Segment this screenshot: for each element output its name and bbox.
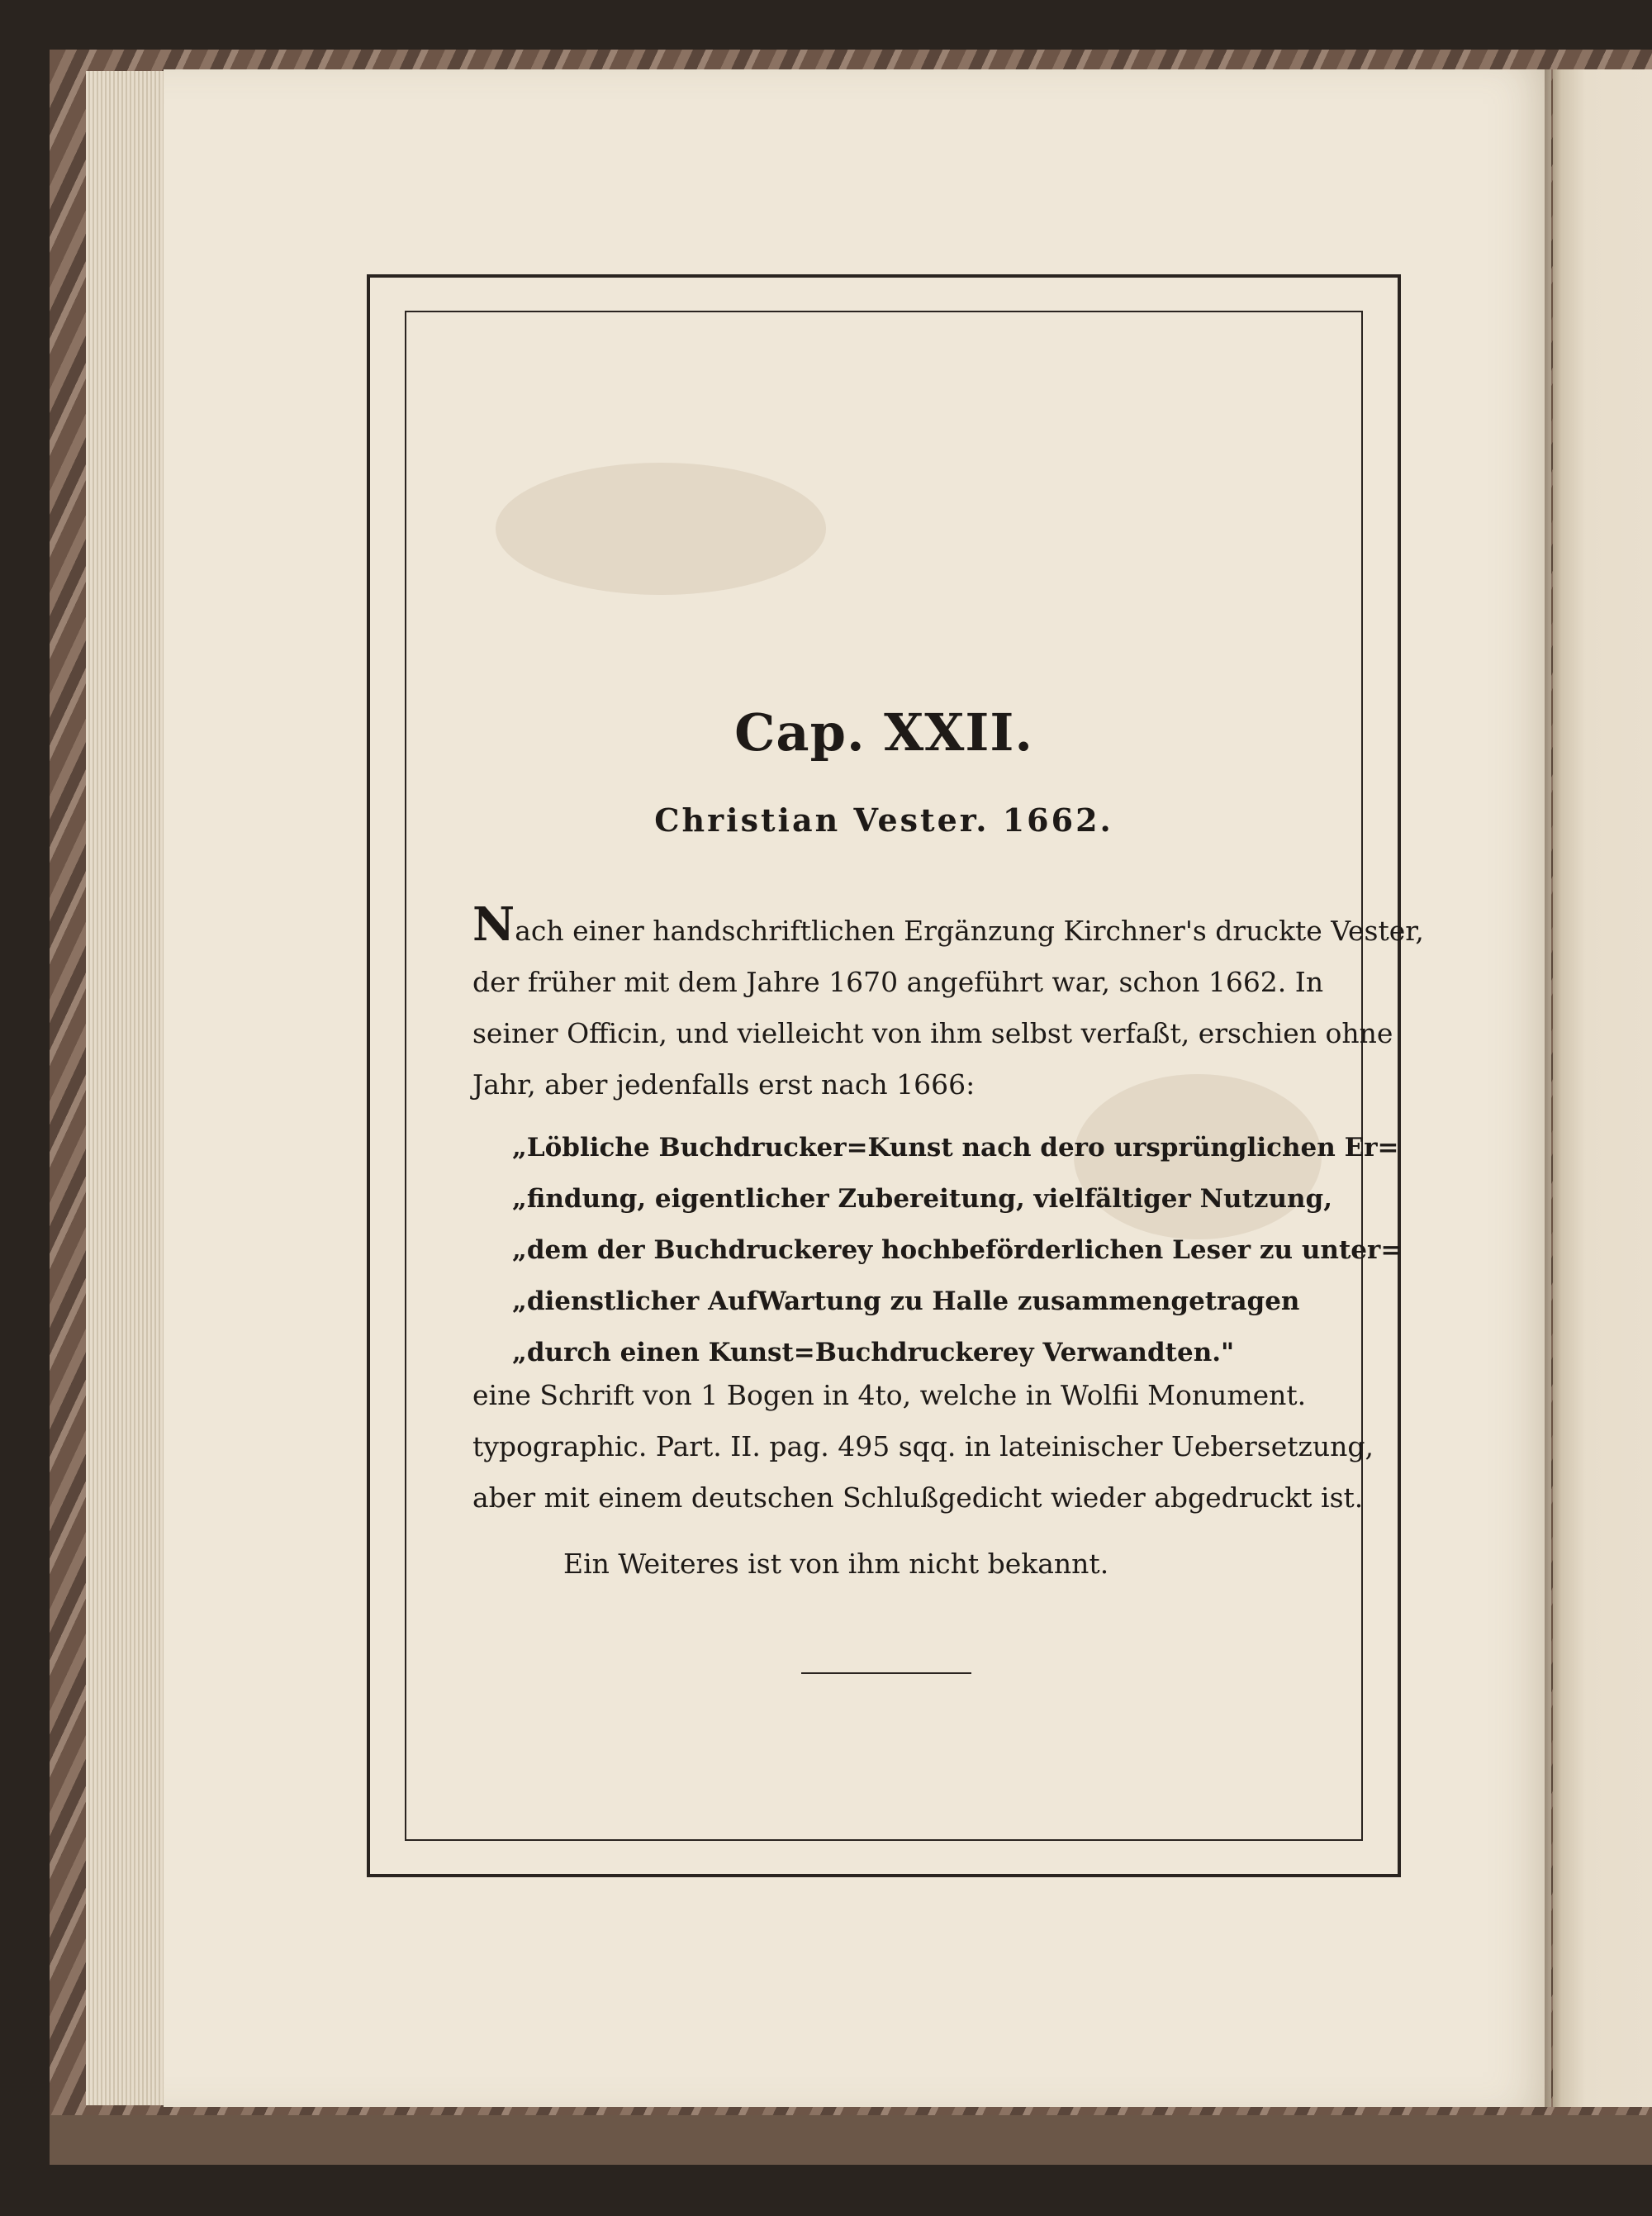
text-line: der früher mit dem Jahre 1670 angeführt war, schon 1662. In (472, 966, 1324, 998)
facing-page (1553, 69, 1652, 2107)
text-line: seiner Officin, und vielleicht von ihm selbst verfaßt, erschien ohne (472, 1017, 1393, 1049)
text-line: aber mit einem deutschen Schlußgedicht wieder abgedruckt ist. (472, 1481, 1364, 1514)
quote-line: „Löbliche Buchdrucker=Kunst nach dero ursprünglichen Er= (512, 1133, 1399, 1163)
page-gutter (1545, 69, 1561, 2107)
followup-paragraph (472, 1370, 1374, 1524)
quote-line: „durch einen Kunst=Buchdruckerey Verwandten." (512, 1338, 1235, 1367)
quote-line: „dem der Buchdruckerey hochbeförderlichen Leser zu unter= (512, 1235, 1403, 1265)
closing-paragraph (563, 1538, 1295, 1590)
quoted-title (512, 1122, 1403, 1378)
text-line: eine Schrift von 1 Bogen in 4to, welche in Wolfii Monument. (472, 1379, 1307, 1411)
quote-line: „dienstlicher AufWartung zu Halle zusammengetragen (512, 1286, 1300, 1316)
intro-paragraph (472, 897, 1424, 1110)
quote-line: „findung, eigentlicher Zubereitung, vielfältiger Nutzung, (512, 1184, 1332, 1214)
book-cover-edge (50, 2115, 1652, 2165)
chapter-heading: Cap. XXII. (734, 702, 1033, 763)
page-edges (86, 71, 169, 2105)
text-line: Jahr, aber jedenfalls erst nach 1666: (472, 1068, 976, 1101)
text-line: Nach einer handschriftlichen Ergänzung Kirchner's druckte Vester, (472, 897, 1424, 952)
drop-cap: N (472, 897, 515, 952)
text-line: typographic. Part. II. pag. 495 sqq. in lateinischer Uebersetzung, (472, 1430, 1374, 1462)
closing-rule (801, 1672, 971, 1674)
chapter-subtitle: Christian Vester. 1662. (654, 801, 1113, 839)
text-line: Ein Weiteres ist von ihm nicht bekannt. (563, 1548, 1109, 1580)
